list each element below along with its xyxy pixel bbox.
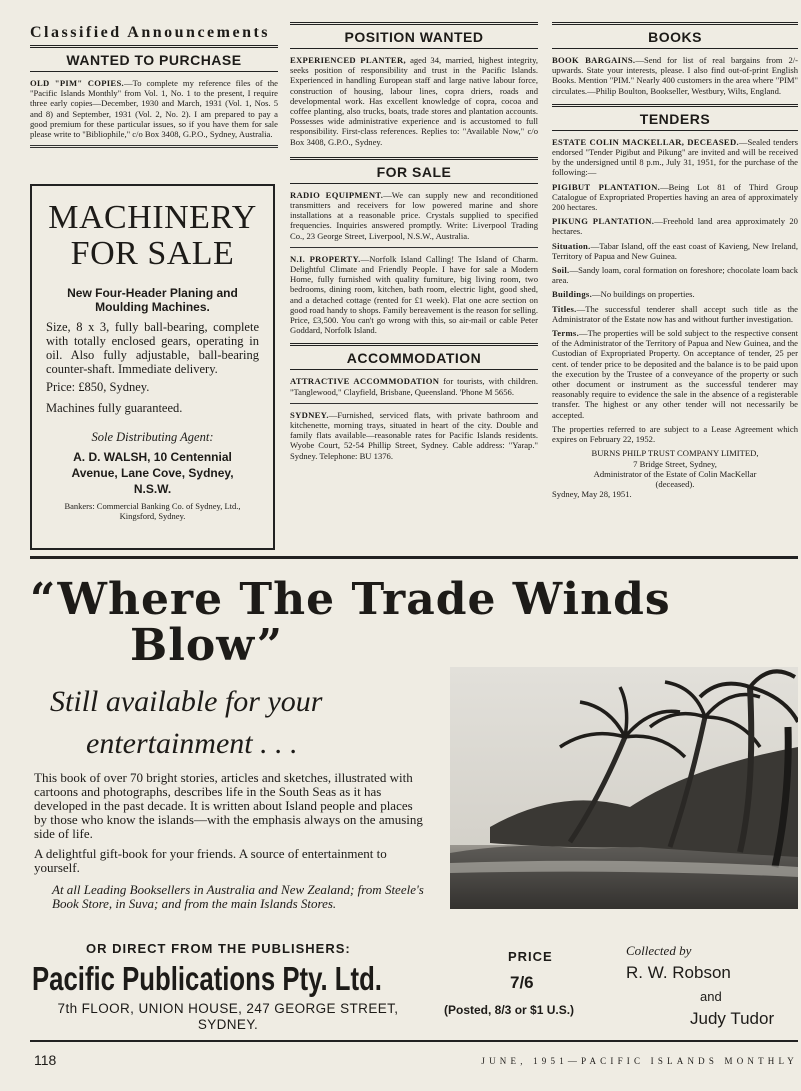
agent-line: Avenue, Lane Cove, Sydney,: [71, 466, 234, 480]
ad-text: —Sealed tenders endorsed "Tender Pigibut and Pikung" are invited and will be received by the undersigned until 8 p.m., July 31, 1951, for the purchase of the following:—: [552, 136, 799, 178]
column-books-tenders: [552, 22, 798, 503]
books-heading: BOOKS: [552, 22, 798, 49]
ad-lead: N.I. PROPERTY.: [290, 253, 361, 264]
ad-text: aged 34, married, highest integrity, seeks position of responsibility and trust in the Pacific Islands. Experienced in handling European staff and large native labour force, construction of housing, labour lines, copra driers, roads and developmental work. Has excellent knowledge of copra, cocoa and coffee planting, also trucks, boats, trade stores and plantation accounts. Possesses wide administrative experience and is accustomed to full responsibility. First-class references. Replies to: "Available Now," c/o Box 3408, G.P.O., Sydney.: [290, 55, 539, 147]
running-footer: JUNE, 1951—PACIFIC ISLANDS MONTHLY: [481, 1056, 798, 1066]
wanted-to-purchase-heading: WANTED TO PURCHASE: [30, 45, 278, 72]
machinery-price: Price: £850, Sydney.: [46, 380, 150, 394]
signature-line: Administrator of the Estate of Colin MacKellar: [593, 468, 757, 479]
radio-equipment-ad: [290, 190, 538, 241]
tagline-line: Still available for your: [50, 685, 323, 718]
agent-line: A. D. WALSH, 10 Centennial: [73, 450, 232, 464]
ad-text: —Sandy loam, coral formation on foreshore; chocolate loam back area.: [552, 265, 798, 286]
footer-rule: [30, 1040, 798, 1042]
machinery-for-sale-box: [30, 184, 275, 550]
ad-text: —The properties will be sold subject to the respective consent of the Administrator of the Territory of Papua and New Guinea, and the Custodian of Expropriated Property. On acceptance of tender, 25 per cent. of tender price to be deposited and the balance is to be paid upon the execution by the Trustee of a conveyance of the property or such other document or instrument as the successful tenderer may reasonably require to evidence the sale in the absence of a registerable transfer. The highest or any other tender will not necessarily be accepted.: [552, 328, 798, 420]
lease-item: The properties referred to are subject to a Lease Agreement which expires on February 22, 1952.: [552, 423, 798, 445]
description-paragraph: A delightful gift-book for your friends. A source of entertainment to yourself.: [34, 846, 387, 875]
tanglewood-ad: [290, 376, 538, 396]
palm-beach-photo: [450, 667, 798, 909]
titles-item: [552, 304, 798, 324]
norfolk-property-ad: [290, 254, 538, 336]
tagline-line: entertainment . . .: [86, 727, 298, 760]
ad-text: —We can supply new and reconditioned transmitters and receivers for low powered marine and shore installations at a reasonable price. Crystals supplied to specified frequencies. Inquiries answered promptly. Write: Liverpool Trading Co., 23 George Street, Liverpool, N.S.W., Australia.: [290, 189, 538, 241]
ad-lead: Terms.: [552, 328, 580, 339]
collected-by-label: Collected by: [626, 943, 692, 958]
signature-line: (deceased).: [655, 478, 695, 489]
divider: [290, 403, 538, 404]
accommodation-heading: ACCOMMODATION: [290, 343, 538, 370]
tender-signature: [552, 448, 798, 489]
machinery-subtitle: New Four-Header Planing and Moulding Machines.: [67, 286, 238, 314]
agent-bankers: Bankers: Commercial Banking Co. of Sydney, Ltd., Kingsford, Sydney.: [64, 501, 241, 521]
book-title: [30, 574, 798, 671]
machinery-guarantee: Machines fully guaranteed.: [46, 401, 183, 415]
agent-line: N.S.W.: [133, 482, 172, 496]
tender-date: Sydney, May 28, 1951.: [552, 489, 632, 500]
book-advert: [30, 556, 798, 1036]
buildings-item: [552, 289, 798, 299]
price-label: PRICE: [508, 949, 553, 964]
publisher-name: Pacific Publications Pty. Ltd.: [32, 960, 382, 997]
machinery-description: Size, 8 x 3, fully ball-bearing, complete with totally enclosed gears, operating in oil. Also fully adjustable, ball-bearing counter-shaft. Immediate delivery.: [46, 320, 259, 376]
divider: [30, 145, 278, 148]
signature-line: BURNS PHILP TRUST COMPANY LIMITED,: [591, 448, 759, 459]
ad-lead: PIKUNG PLANTATION.: [552, 216, 655, 227]
order-heading: OR DIRECT FROM THE PUBLISHERS:: [86, 941, 351, 956]
soil-item: [552, 265, 798, 285]
stockists-text: At all Leading Booksellers in Australia and New Zealand; from Steele's Book Store, in Suva; and from the main Islands Stores.: [52, 882, 424, 911]
position-wanted-heading: POSITION WANTED: [290, 22, 538, 49]
agent-name-address: [46, 449, 259, 497]
ad-text: —No buildings on properties.: [592, 289, 695, 300]
pikung-item: [552, 216, 798, 236]
divider: [290, 247, 538, 248]
classified-title: Classified Announcements: [30, 24, 271, 41]
ad-lead: Buildings.: [552, 289, 593, 300]
ad-text: —Being Lot 81 of Third Group Catalogue of Expropriated Properties having an area of approximately 200 hectares.: [552, 181, 799, 213]
ad-lead: EXPERIENCED PLANTER,: [290, 55, 406, 65]
ad-text: for tourists, with children. "Tanglewood," Clayfield, Brisbane, Queensland. 'Phone M 5656.: [290, 376, 538, 397]
sydney-flats-ad: [290, 410, 538, 461]
tenders-heading: TENDERS: [552, 104, 798, 131]
ad-lead: Soil.: [552, 265, 570, 276]
ad-text: —Tabar Island, off the east coast of Kavieng, New Ireland, Territory of Papua and New Guinea.: [552, 240, 798, 261]
ad-text: —Furnished, serviced flats, with private bathroom and kitchenette, morning trays, situated in heart of the city. Double and family flats available—reasonable rates for Pacific Islands residents. Wyobe Court, 52-54 Phillip Street, Sydney. Cable address: "Yarap." Sydney. Telephone: BU 1376.: [290, 409, 538, 461]
column-position-forsale: [290, 22, 538, 465]
machinery-title-1: MACHINERY: [48, 199, 257, 236]
agent-label: Sole Distributing Agent:: [91, 430, 214, 444]
publisher-address: 7th FLOOR, UNION HOUSE, 247 GEORGE STREET, SYDNEY.: [57, 1001, 399, 1032]
ad-lead: ATTRACTIVE ACCOMMODATION: [290, 376, 440, 387]
terms-item: [552, 328, 798, 420]
advert-description: [34, 771, 428, 917]
ad-lead: Titles.: [552, 303, 577, 314]
estate-tender-ad: [552, 137, 798, 178]
and-label: and: [700, 989, 722, 1004]
ad-lead: Situation.: [552, 240, 591, 251]
ad-lead: PIGIBUT PLANTATION.: [552, 181, 661, 192]
ad-lead: SYDNEY.: [290, 409, 329, 420]
description-paragraph: This book of over 70 bright stories, articles and sketches, illustrated with cartoons and photographs, describes life in the South Seas as it has developed in the past decade. It is written about Island people and places by those who know the islands—with the emphasis always on the amusing side of life.: [34, 770, 423, 841]
advert-tagline: [50, 681, 322, 765]
ad-lead: RADIO EQUIPMENT.: [290, 189, 384, 200]
machinery-title-2: FOR SALE: [70, 235, 235, 272]
ad-text: —Freehold land area approximately 20 hectares.: [552, 216, 798, 237]
wanted-pim-copies-ad: [30, 78, 278, 139]
ad-lead: OLD "PIM" COPIES.: [30, 78, 124, 88]
price-value: 7/6: [510, 973, 534, 992]
posted-price: (Posted, 8/3 or $1 U.S.): [444, 1003, 575, 1017]
book-title-line: Blow”: [130, 620, 284, 671]
ad-text: —To complete my reference files of the "Pacific Islands Monthly" from Vol. 1, No. 1 to the present, I require three early copies—December, 1930 and March, 1931 (Vol. 1, Nos. 5 and 8) and September, 1931 (Vol. 2, No. 2). I am prepared to pay a good premium for these particular issues, so if you have them for sale please write to "Bibliophile," c/o Box 3408, G.P.O., Sydney, Australia.: [30, 78, 278, 140]
signature-line: 7 Bridge Street, Sydney,: [633, 458, 717, 469]
book-title-line: “Where The Trade Winds: [30, 574, 671, 625]
ad-lead: ESTATE COLIN MACKELLAR, DECEASED.: [552, 136, 739, 147]
ad-text: —The successful tenderer shall accept such title as the Administrator of the Estate now has and without further investigation.: [552, 303, 798, 324]
ad-lead: BOOK BARGAINS.: [552, 55, 636, 65]
book-bargains-ad: [552, 55, 798, 96]
for-sale-heading: FOR SALE: [290, 157, 538, 184]
pigibut-item: [552, 182, 798, 213]
column-classified: [30, 22, 278, 154]
author-name: R. W. Robson: [626, 963, 731, 982]
ad-text: —Norfolk Island Calling! The Island of Charm. Delightful Climate and Friendly People. I have for sale a Modern Home, fully furnished with quality furniture, big living room, two bedrooms, dining room, kitchen, bath room, electric light, good shed, and a detached cottage (rented for £1 week). Flat one acre section on good road handy to shops. Family bereavement is the reason for selling. Price, £3,500. You can't go wrong with this, so air-mail or cable Peter Goddard, Norfolk Island.: [290, 253, 538, 336]
situation-item: [552, 241, 798, 261]
author-name: Judy Tudor: [690, 1009, 775, 1028]
page-number: 118: [34, 1052, 57, 1068]
palm-tree-illustration: [450, 667, 798, 909]
ad-text: —Send for list of real bargains from 2/- upwards. State your interests, please. I also find out-of-print English Books. Mention "PIM." Nearly 400 customers in the area where "PIM" circulates.—Philip Boulton, Bookseller, Westbury, Wilts, England.: [552, 55, 798, 96]
position-planter-ad: [290, 55, 538, 147]
